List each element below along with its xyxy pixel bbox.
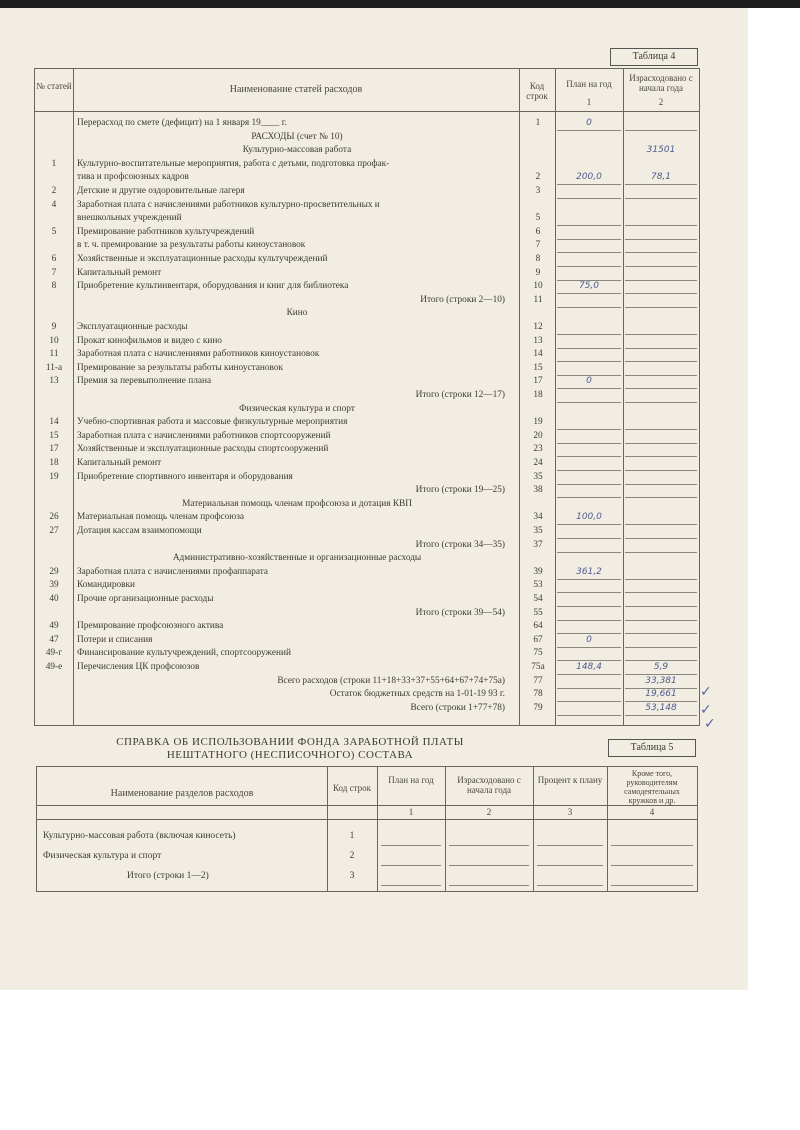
header-spent-col: 2 — [658, 97, 664, 107]
row-name: Приобретение культинвентаря, оборудования и книг для библиотека — [77, 281, 349, 292]
table-row — [35, 280, 699, 293]
row-code: 3 — [535, 186, 541, 196]
table5 — [36, 766, 698, 892]
row-code: 38 — [533, 485, 543, 496]
row-number: 49-е — [45, 662, 63, 672]
row-name: Материальная помощь членам профсоюза — [77, 512, 245, 523]
row-number: 19 — [49, 471, 59, 482]
row-code: 18 — [533, 390, 543, 400]
row-number: 14 — [49, 417, 59, 428]
table-row — [35, 661, 699, 674]
row-name: Прокат кинофильмов и видео с кино — [77, 335, 222, 346]
row-name: Премирование профсоюзного актива — [77, 621, 224, 632]
table-row — [35, 688, 699, 701]
row-number: 40 — [49, 594, 59, 604]
row-name: Хозяйственные и эксплуатационные расходы культучреждений — [77, 254, 328, 264]
row-code: 8 — [535, 254, 541, 264]
table-row — [37, 871, 697, 887]
row-name: Эксплуатационные расходы — [77, 322, 188, 332]
row-name: Премия за перевыполнение плана — [77, 376, 212, 387]
row-spent-value: 78,1 — [650, 172, 672, 183]
t5-header-spent: Израсходовано с начала года — [457, 775, 521, 795]
table-row — [35, 675, 699, 688]
row-plan-value: 75,0 — [578, 281, 600, 292]
row-code: 24 — [533, 458, 543, 468]
table-row — [35, 430, 699, 443]
table-row — [37, 831, 697, 847]
row-name: Материальная помощь членам профсоюза и дотация КВП — [182, 498, 412, 509]
table5-title-line2: НЕШТАТНОГО (НЕСПИСОЧНОГО) СОСТАВА — [166, 749, 414, 761]
table-row — [35, 525, 699, 538]
row-code: 3 — [349, 871, 355, 881]
table-row — [35, 416, 699, 429]
top-dark-strip — [0, 0, 800, 8]
table-row — [35, 484, 699, 497]
row-name: внешкольных учреждений — [77, 213, 182, 224]
checkmark-icon: ✓ — [704, 716, 716, 732]
table-row — [37, 851, 697, 867]
header-plan: План на год — [566, 79, 612, 89]
table-row — [35, 375, 699, 388]
table-row — [35, 253, 699, 266]
table-row — [35, 239, 699, 252]
table-row — [35, 335, 699, 348]
row-name: Культурно-массовая работа (включая киносеть) — [43, 831, 236, 841]
row-code: 7 — [535, 240, 541, 251]
row-name: РАСХОДЫ (счет № 10) — [251, 131, 343, 142]
row-name: Итого (строки 34—35) — [415, 539, 505, 550]
row-name: Заработная плата с начислениями работников киноустановок — [77, 349, 320, 360]
row-code: 19 — [533, 417, 543, 428]
cell-underline — [625, 715, 697, 716]
table-row — [35, 607, 699, 620]
row-code: 10 — [533, 281, 543, 292]
row-code: 23 — [533, 444, 543, 455]
t5-header-percent: Процент к плану — [537, 775, 603, 785]
row-name: Итого (строки 19—25) — [415, 485, 505, 496]
row-code: 1 — [535, 118, 541, 128]
table-row — [35, 144, 699, 157]
row-name: Остаток бюджетных средств на 1-01-19 93 г. — [329, 689, 505, 700]
row-code: 39 — [533, 566, 543, 577]
table-row — [35, 634, 699, 647]
row-code: 75а — [531, 662, 545, 672]
row-code: 78 — [533, 689, 543, 700]
row-number: 11 — [49, 349, 59, 360]
cell-underline — [611, 865, 693, 866]
row-spent-value: 5,9 — [653, 662, 669, 672]
row-number: 26 — [49, 512, 59, 523]
row-number: 27 — [49, 526, 59, 536]
row-plan-value: 200,0 — [576, 172, 602, 183]
row-number: 6 — [51, 254, 57, 264]
cell-underline — [449, 885, 529, 886]
row-code: 6 — [535, 226, 541, 237]
table-row — [35, 702, 699, 715]
row-code: 54 — [533, 594, 543, 604]
row-name: Перечисления ЦК профсоюзов — [77, 662, 200, 672]
row-name: Физическая культура и спорт — [43, 851, 162, 861]
row-number: 13 — [49, 376, 59, 387]
header-name: Наименование статей расходов — [229, 84, 363, 95]
t5-header-plan: План на год — [388, 775, 434, 785]
table-row — [35, 362, 699, 375]
row-number: 29 — [49, 566, 59, 577]
table-row — [35, 593, 699, 606]
table-row — [35, 294, 699, 307]
table-row — [35, 158, 699, 171]
table-row — [35, 389, 699, 402]
row-name: Кино — [286, 308, 308, 319]
table-row — [35, 620, 699, 633]
row-name: Приобретение спортивного инвентаря и оборудования — [77, 471, 293, 482]
table5-title — [40, 736, 540, 762]
table-row — [35, 443, 699, 456]
table-row — [35, 552, 699, 565]
row-number: 18 — [49, 458, 59, 468]
table5-header-divider — [37, 819, 697, 820]
cell-underline — [381, 885, 441, 886]
row-name: Капитальный ремонт — [77, 458, 162, 468]
row-name: Детские и другие оздоровительные лагеря — [77, 186, 245, 196]
cell-underline — [381, 845, 441, 846]
row-code: 20 — [533, 430, 543, 441]
table5-label: Таблица 5 — [608, 739, 696, 757]
table4-header-divider — [35, 111, 699, 112]
row-code: 14 — [533, 349, 543, 360]
row-name: Финансирование культучреждений, спортсооружений — [77, 648, 291, 659]
row-name: Итого (строки 2—10) — [420, 294, 505, 305]
row-number: 17 — [49, 444, 59, 455]
row-code: 64 — [533, 621, 543, 632]
table-row — [35, 566, 699, 579]
row-name: Заработная плата с начислениями работников культурно-просветительных и — [77, 199, 380, 210]
row-code: 9 — [535, 267, 541, 278]
table-row — [35, 171, 699, 184]
row-plan-value: 0 — [586, 634, 592, 645]
row-code: 77 — [533, 675, 543, 686]
row-number: 8 — [51, 281, 57, 292]
row-name: Потери и списания — [77, 634, 153, 645]
row-spent-value: 53,148 — [645, 702, 677, 713]
cell-underline — [449, 865, 529, 866]
row-name: Физическая культура и спорт — [239, 403, 355, 414]
row-plan-value: 0 — [586, 376, 592, 387]
cell-underline — [381, 865, 441, 866]
row-number: 5 — [51, 226, 57, 237]
t5-header-extra: Кроме того, руководителям самодеятельных кружков и др. — [624, 769, 680, 805]
cell-underline — [611, 845, 693, 846]
row-code: 35 — [533, 526, 543, 536]
row-number: 47 — [49, 634, 59, 645]
table-row — [35, 131, 699, 144]
table-row — [35, 226, 699, 239]
row-name: Итого (строки 1—2) — [127, 871, 209, 881]
table-row — [35, 647, 699, 660]
cell-underline — [611, 885, 693, 886]
row-name: Дотация кассам взаимопомощи — [77, 526, 202, 536]
row-number: 49 — [49, 621, 59, 632]
row-name: Капитальный ремонт — [77, 267, 162, 278]
table-row — [35, 403, 699, 416]
row-code: 67 — [533, 634, 543, 645]
t5-col-4: 4 — [649, 807, 655, 817]
row-name: Всего (строки 1+77+78) — [410, 702, 505, 713]
header-code: Код строк — [526, 81, 548, 101]
row-code: 15 — [533, 362, 543, 373]
table-row — [35, 117, 699, 130]
row-number: 10 — [49, 335, 59, 346]
row-spent-value: 33,381 — [645, 675, 677, 686]
row-code: 11 — [533, 294, 543, 305]
table-row — [35, 199, 699, 212]
row-name: Командировки — [77, 580, 136, 591]
row-code: 34 — [533, 512, 543, 523]
t5-header-name: Наименование разделов расходов — [110, 788, 254, 799]
row-name: Административно-хозяйственные и организационные расходы — [172, 553, 422, 564]
table-row — [35, 267, 699, 280]
table-row — [35, 185, 699, 198]
row-spent-value: 31501 — [646, 145, 676, 156]
row-name: Всего расходов (строки 11+18+33+37+55+64+67+74+75а) — [277, 675, 505, 686]
header-num: № статей — [36, 81, 72, 91]
row-code: 12 — [533, 322, 543, 332]
row-number: 2 — [51, 186, 57, 196]
row-code: 2 — [535, 172, 541, 183]
row-code: 17 — [533, 376, 543, 387]
row-number: 1 — [51, 158, 57, 169]
row-number: 49-г — [45, 648, 63, 659]
cell-underline — [557, 715, 621, 716]
row-code: 1 — [349, 831, 355, 841]
table-row — [35, 498, 699, 511]
table5-subheader-divider — [37, 805, 697, 806]
row-name: Прочие организационные расходы — [77, 594, 214, 604]
row-name: Заработная плата с начислениями профаппарата — [77, 566, 269, 577]
row-name: тива и профсоюзных кадров — [77, 172, 189, 183]
table-row — [35, 539, 699, 552]
row-code: 55 — [533, 607, 543, 618]
row-name: Культурно-воспитательные мероприятия, работа с детьми, подготовка профак- — [77, 158, 390, 169]
cell-underline — [537, 845, 603, 846]
row-code: 75 — [533, 648, 543, 659]
row-number: 7 — [51, 267, 57, 278]
header-spent: Израсходовано с начала года — [629, 73, 693, 93]
table-row — [35, 307, 699, 320]
row-name: Учебно-спортивная работа и массовые физкультурные мероприятия — [77, 417, 348, 428]
row-code: 5 — [535, 213, 541, 224]
table5-title-line1: СПРАВКА ОБ ИСПОЛЬЗОВАНИИ ФОНДА ЗАРАБОТНОЙ ПЛАТЫ — [116, 736, 464, 748]
cell-underline — [537, 865, 603, 866]
table-row — [35, 321, 699, 334]
t5-header-code: Код строк — [332, 783, 372, 793]
row-name: в т. ч. премирование за результаты работы киноустановок — [77, 240, 306, 251]
table-row — [35, 457, 699, 470]
row-name: Хозяйственные и эксплуатационные расходы спортсооружений — [77, 444, 329, 455]
row-code: 35 — [533, 471, 543, 482]
row-name: Премирование работников культучреждений — [77, 226, 255, 237]
row-plan-value: 0 — [586, 118, 592, 128]
row-number: 9 — [51, 322, 57, 332]
row-name: Культурно-массовая работа — [242, 145, 352, 156]
row-code: 37 — [533, 539, 543, 550]
row-number: 4 — [51, 199, 57, 210]
row-name: Премирование за результаты работы киноустановок — [77, 362, 284, 373]
table-row — [35, 471, 699, 484]
table-row — [35, 348, 699, 361]
t5-col-2: 2 — [486, 807, 492, 817]
table-row — [35, 511, 699, 524]
table-row — [35, 212, 699, 225]
checkmark-icon: ✓ — [700, 684, 712, 700]
row-number: 15 — [49, 430, 59, 441]
table4 — [34, 68, 700, 726]
row-plan-value: 100,0 — [576, 512, 602, 523]
row-name: Перерасход по смете (дефицит) на 1 января 19____ г. — [77, 118, 287, 128]
row-spent-value: 19,661 — [645, 689, 677, 700]
cell-underline — [449, 845, 529, 846]
table4-label: Таблица 4 — [610, 48, 698, 66]
row-plan-value: 148,4 — [576, 662, 602, 672]
row-number: 39 — [49, 580, 59, 591]
row-name: Заработная плата с начислениями работников спортсооружений — [77, 430, 331, 441]
row-name: Итого (строки 12—17) — [415, 390, 505, 400]
t5-col-3: 3 — [567, 807, 573, 817]
row-plan-value: 361,2 — [576, 566, 602, 577]
header-plan-col: 1 — [586, 97, 592, 107]
row-number: 11-а — [45, 362, 63, 373]
row-code: 79 — [533, 702, 543, 713]
row-code: 13 — [533, 335, 543, 346]
checkmark-icon: ✓ — [700, 702, 712, 718]
cell-underline — [537, 885, 603, 886]
row-name: Итого (строки 39—54) — [415, 607, 505, 618]
table-row — [35, 579, 699, 592]
row-code: 2 — [349, 851, 355, 861]
t5-col-1: 1 — [408, 807, 414, 817]
row-code: 53 — [533, 580, 543, 591]
